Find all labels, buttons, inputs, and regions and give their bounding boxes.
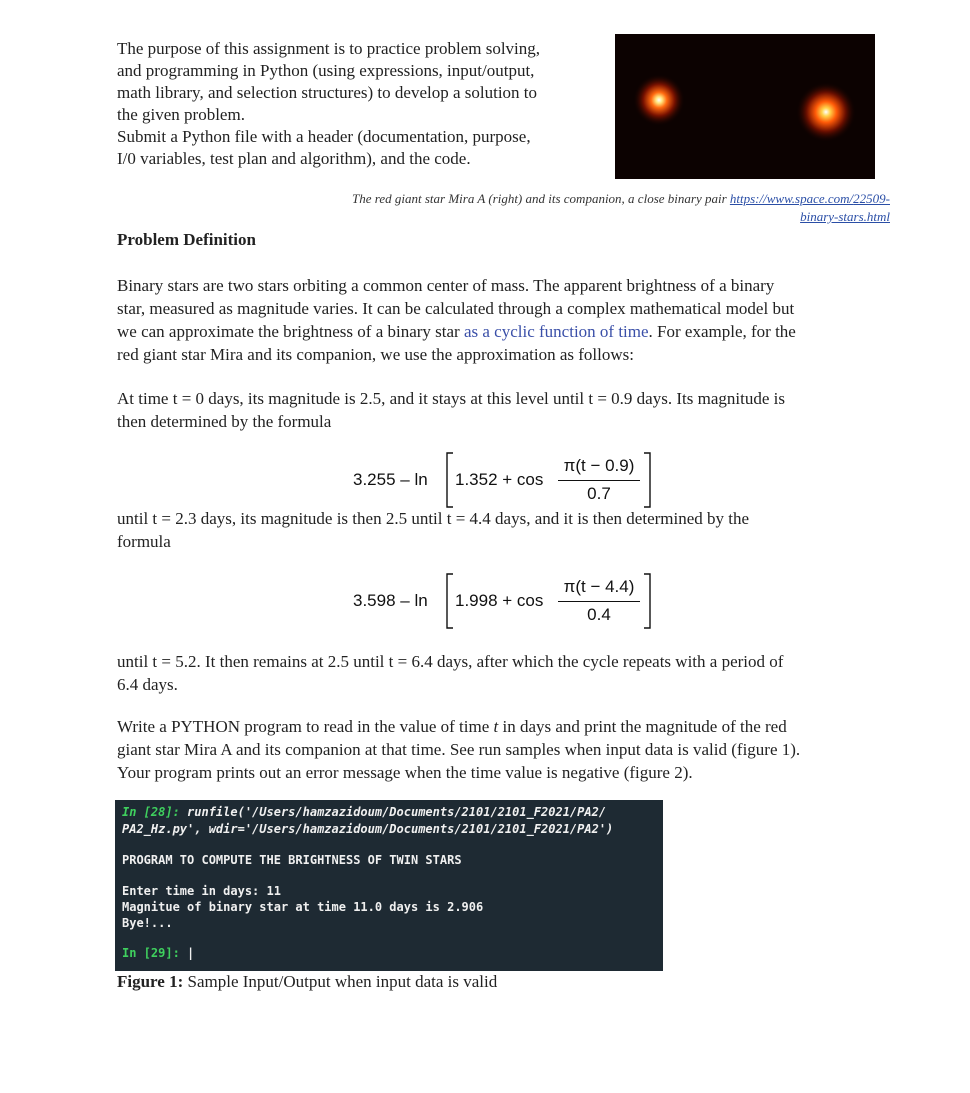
problem-paragraph bbox=[117, 274, 877, 366]
intro-line: math library, and selection structures) to develop a solution to bbox=[117, 83, 538, 102]
right-bracket bbox=[642, 452, 652, 508]
until-line: formula bbox=[117, 532, 171, 551]
left-bracket bbox=[445, 452, 455, 508]
task-paragraph bbox=[117, 715, 877, 784]
until-paragraph-2 bbox=[117, 650, 877, 696]
formula-1-lead: 3.255 – ln bbox=[353, 470, 428, 489]
input-prompt: In [29]: bbox=[122, 946, 180, 960]
formula-1-denominator: 0.7 bbox=[587, 484, 611, 503]
formula-2 bbox=[300, 571, 700, 629]
time-variable: t bbox=[493, 717, 499, 736]
formula-1-numerator: π(t − 0.9) bbox=[563, 456, 635, 475]
photo-caption bbox=[300, 190, 890, 226]
caption-link[interactable]: https://www.space.com/ bbox=[729, 191, 854, 206]
bye-line: Bye!... bbox=[122, 916, 173, 930]
right-bracket bbox=[642, 573, 652, 629]
until-line: until t = 5.2. It then remains at 2.5 until t = 6.4 days, after which the cycle repeats with a period of bbox=[117, 652, 784, 671]
intro-line: the given problem. bbox=[117, 105, 245, 124]
console-output bbox=[115, 800, 663, 971]
until-line: until t = 2.3 days, its magnitude is then 2.5 until t = 4.4 days, and it is then determined by the bbox=[117, 509, 750, 528]
input-prompt: In [28]: bbox=[122, 805, 180, 819]
caption-link-line2[interactable]: binary-stars.html bbox=[800, 209, 890, 224]
figure-caption bbox=[117, 972, 497, 992]
intro-line: I/0 variables, test plan and algorithm), and the code. bbox=[117, 149, 471, 168]
task-line-part: in days and print the magnitude of the red bbox=[498, 717, 787, 736]
intro-line: The purpose of this assignment is to practice problem solving, bbox=[117, 39, 541, 58]
section-heading: Problem Definition bbox=[117, 230, 256, 249]
result-line: Magnitue of binary star at time 11.0 days is 2.906 bbox=[122, 900, 484, 914]
caption-text: The red giant star Mira A (right) and its companion, a close binary pair bbox=[352, 191, 730, 206]
problem-line-part: . For example, for the bbox=[648, 322, 796, 341]
program-title: PROGRAM TO COMPUTE THE BRIGHTNESS OF TWIN STARS bbox=[122, 853, 462, 867]
until-line: 6.4 days. bbox=[117, 675, 178, 694]
formula-2-lead: 3.598 – ln bbox=[353, 591, 428, 610]
intro-line: and programming in Python (using expressions, input/output, bbox=[117, 61, 535, 80]
fraction-bar bbox=[558, 601, 640, 602]
problem-line: Binary stars are two stars orbiting a common center of mass. The apparent brightness of a binary bbox=[117, 276, 775, 295]
problem-line-part: we can approximate the brightness of a binary star bbox=[117, 322, 464, 341]
left-bracket bbox=[445, 573, 455, 629]
formula-1 bbox=[300, 450, 700, 508]
binary-star-photo bbox=[615, 34, 875, 179]
console-cursor[interactable]: | bbox=[179, 946, 195, 960]
run-command-cont: PA2_Hz.py', wdir='/Users/hamzazidoum/Documents/2101/2101_F2021/PA2') bbox=[122, 822, 614, 836]
highlighted-phrase: as a cyclic function of time bbox=[463, 322, 649, 341]
at-time-paragraph bbox=[117, 387, 877, 433]
problem-line: star, measured as magnitude varies. It can be calculated through a complex mathematical model but bbox=[117, 299, 795, 318]
formula-2-inner: 1.998 + cos bbox=[455, 591, 544, 610]
fraction-bar bbox=[558, 480, 640, 481]
at-time-line: At time t = 0 days, its magnitude is 2.5, and it stays at this level until t = 0.9 days. Its magnitude is bbox=[117, 389, 785, 408]
formula-2-denominator: 0.4 bbox=[587, 605, 611, 624]
problem-line: red giant star Mira and its companion, we use the approximation as follows: bbox=[117, 345, 634, 364]
task-line-part: Write a PYTHON program to read in the value of time bbox=[117, 717, 494, 736]
caption-link-rest[interactable]: 22509- bbox=[853, 191, 890, 206]
task-line: Your program prints out an error message when the time value is negative (figure 2). bbox=[117, 763, 693, 782]
intro-paragraph bbox=[117, 38, 602, 170]
figure-text: Sample Input/Output when input data is valid bbox=[183, 972, 498, 991]
enter-time-line: Enter time in days: 11 bbox=[122, 884, 281, 898]
at-time-line: then determined by the formula bbox=[117, 412, 332, 431]
until-paragraph-1 bbox=[117, 507, 877, 553]
intro-line: Submit a Python file with a header (documentation, purpose, bbox=[117, 127, 531, 146]
figure-label: Figure 1: bbox=[117, 972, 184, 991]
formula-1-inner: 1.352 + cos bbox=[455, 470, 544, 489]
companion-star bbox=[633, 74, 685, 126]
formula-2-numerator: π(t − 4.4) bbox=[563, 577, 635, 596]
run-command: runfile('/Users/hamzazidoum/Documents/2101/2101_F2021/PA2/ bbox=[179, 805, 607, 819]
mira-a-star bbox=[796, 82, 856, 142]
task-line: giant star Mira A and its companion at that time. See run samples when input data is valid (figure 1). bbox=[117, 740, 801, 759]
